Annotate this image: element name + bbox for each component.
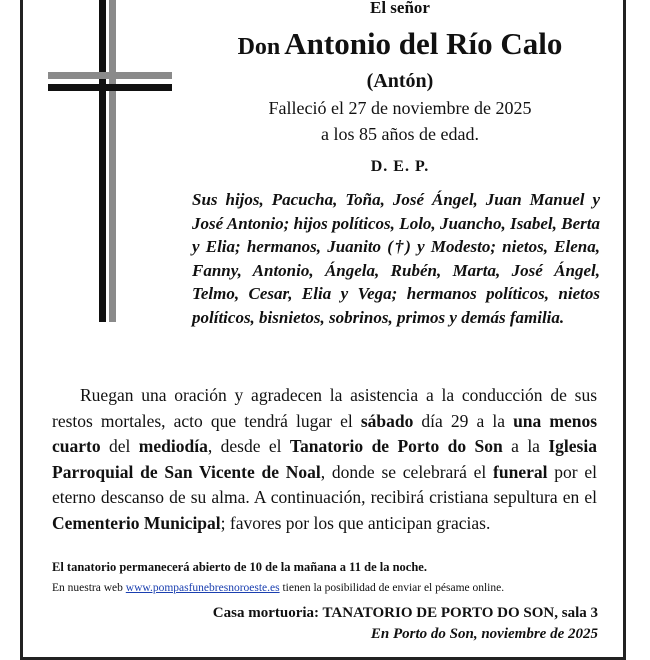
- cross-horizontal-black: [48, 84, 172, 91]
- web-note: [52, 582, 597, 594]
- web-suffix: tienen la posibilidad de enviar el pésame online.: [279, 582, 505, 594]
- body-text-1: Ruegan una oración y agradecen la asistencia a la conducción de sus restos mortales, acto que tendrá lugar el: [52, 385, 597, 431]
- body-bold-tanatorio: Tanatorio de Porto do Son: [289, 436, 503, 456]
- honorific: El señor: [370, 0, 430, 17]
- ceremony-text: [52, 383, 597, 536]
- body-bold-time: una menos cuarto: [52, 410, 598, 456]
- cross-vertical-gray: [109, 0, 116, 322]
- body-text-2: día 29 a la: [413, 410, 514, 431]
- website-link[interactable]: www.pompasfunebresnoroeste.es: [125, 582, 280, 594]
- body-text-5: a la: [502, 436, 549, 456]
- full-name: Antonio del Río Calo: [284, 26, 563, 61]
- body-text-4: , desde el: [207, 436, 290, 456]
- body-bold-day: sábado: [360, 410, 414, 431]
- dep: D. E. P.: [370, 158, 430, 175]
- body-text-8: ; favores por los que anticipan gracias.: [220, 512, 491, 533]
- tanatorio-hours: El tanatorio permanecerá abierto de 10 de la mañana a 11 de la noche.: [52, 560, 427, 574]
- family-list: Sus hijos, Pacucha, Toña, José Ángel, Juan Manuel y José Antonio; hijos políticos, Lolo, Juancho, Isabel, Berta y Elia; hermanos, Juanito (†) y Modesto; nietos, Elena, Fanny, Antonio, Ángela, Rubén, Marta, José Ángel, Telmo, Cesar, Elia y Vega; hermanos políticos, nietos políticos, bisnietos, sobrinos, primos y demás familia.: [192, 190, 600, 327]
- web-prefix: En nuestra web: [52, 582, 126, 594]
- body-bold-funeral: funeral: [493, 461, 548, 482]
- body-text-3: del: [100, 436, 139, 456]
- body-text-6: , donde se celebrará el: [320, 461, 494, 482]
- name-prefix: Don: [237, 34, 281, 60]
- body-bold-midday: mediodía: [138, 436, 208, 456]
- deceased-name: [170, 26, 630, 62]
- cross-vertical-black: [99, 0, 106, 322]
- body-bold-church: Iglesia Parroquial de San Vicente de Noal: [52, 436, 597, 482]
- age: a los 85 años de edad.: [321, 124, 479, 144]
- body-bold-cemetery: Cementerio Municipal: [52, 512, 221, 533]
- place-date: En Porto do Son, noviembre de 2025: [370, 626, 598, 642]
- funeral-home: Casa mortuoria: TANATORIO DE PORTO DO SON, sala 3: [212, 605, 598, 621]
- alias: (Antón): [366, 70, 434, 92]
- cross-icon: [48, 0, 178, 325]
- death-date: Falleció el 27 de noviembre de 2025: [268, 98, 532, 118]
- body-text-7: por el eterno descanso de su alma. A continuación, recibirá cristiana sepultura en el: [52, 461, 597, 507]
- cross-horizontal-gray: [48, 72, 172, 79]
